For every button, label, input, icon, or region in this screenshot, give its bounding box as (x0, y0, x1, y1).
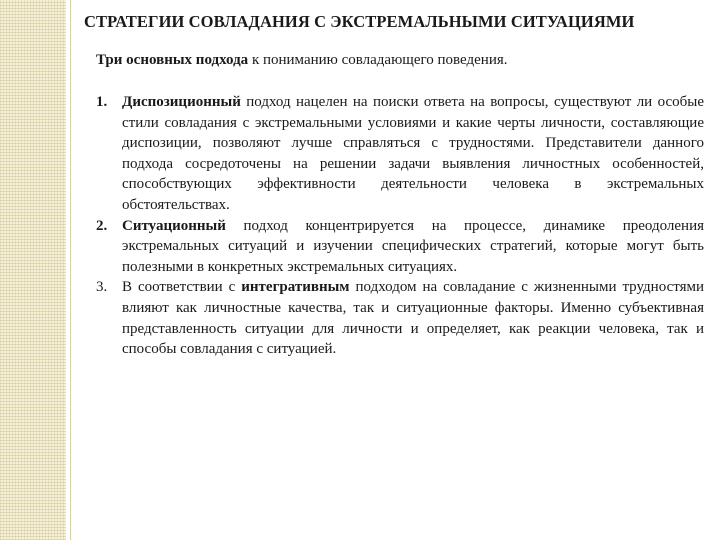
item-prefix: В соответствии с (122, 279, 242, 296)
item-text: подходом на совладание с жизненными трудностями влияют как личностные качества, так и ситуационные факторы. Именно субъективная представленность ситуации для личности и определяет, как реакции человека, так и способы совладания с ситуацией. (122, 279, 705, 358)
intro-line (96, 52, 706, 69)
item-text: подход нацелен на поиски ответа на вопросы, существуют ли особые стили совладания с экстремальными условиями и какие черты личности, составляющие диспозиции, позволяют лучше справляться с трудностями. Представители данного подхода сосредоточены на решении задачи выявления личностных особенностей, способствующих эффективности деятельности человека в экстремальных обстоятельствах. (122, 94, 704, 213)
intro-bold: Три основных подхода (96, 52, 249, 68)
item-term: интегративным (241, 279, 350, 296)
item-number: 2. (96, 217, 108, 234)
side-divider-line (70, 0, 71, 540)
intro-text: к пониманию совладающего поведения. (248, 52, 508, 68)
decorative-side-band (0, 0, 66, 540)
item-number: 3. (96, 279, 108, 296)
item-text: подход концентрируется на процессе, динамике преодоления экстремальных ситуаций и изучении специфических стратегий, которые могут быть полезными в конкретных экстремальных ситуациях. (122, 217, 704, 275)
item-number: 1. (96, 94, 108, 110)
slide-title: СТРАТЕГИИ СОВЛАДАНИЯ С ЭКСТРЕМАЛЬНЫМИ СИТУАЦИЯМИ (84, 12, 635, 31)
list-item (96, 92, 704, 216)
list-item (96, 277, 704, 359)
item-term: Ситуационный (122, 217, 226, 234)
list-item (96, 216, 704, 278)
item-term: Диспозиционный (122, 94, 241, 110)
approaches-list (96, 92, 704, 360)
